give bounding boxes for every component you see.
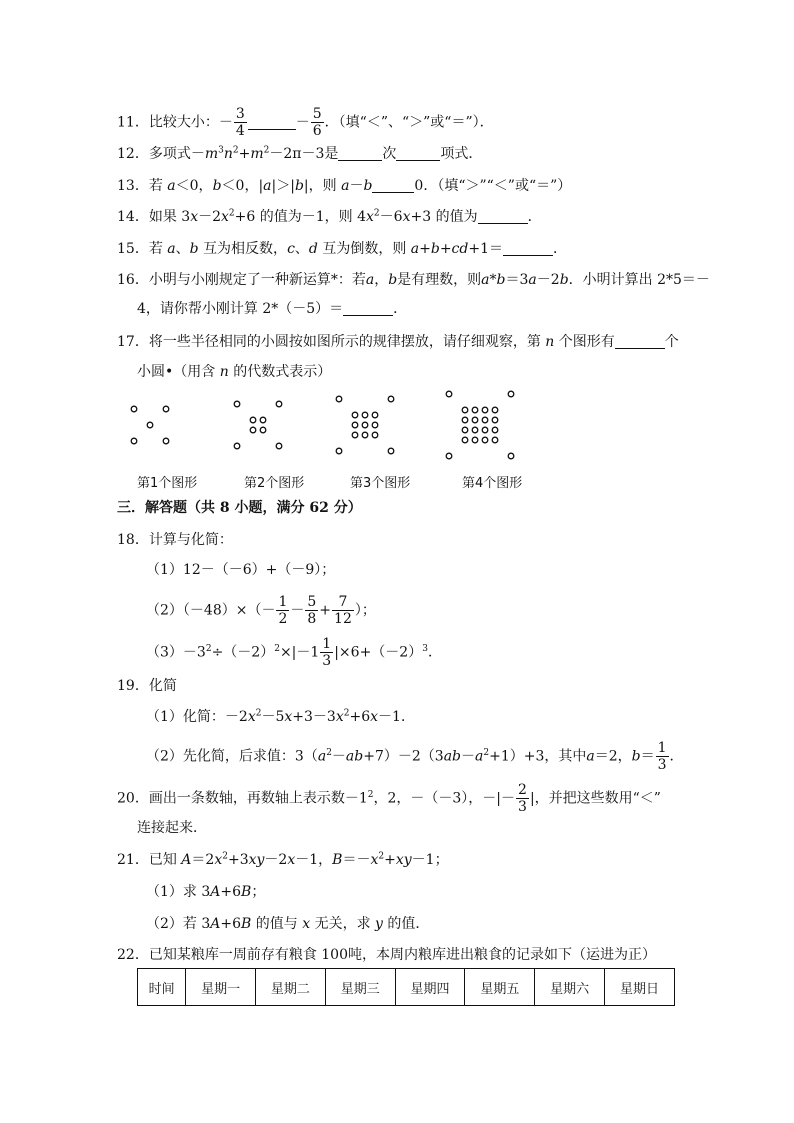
question-20-line2: 连接起来． (137, 820, 207, 836)
pattern-circle (492, 417, 498, 423)
pattern-circle (462, 427, 468, 433)
fraction: $\frac{5}{8}$ (307, 594, 317, 627)
pattern-circle (472, 427, 478, 433)
table-header-cell: 星期三 (325, 969, 395, 1006)
question-12: 12．多项式$-m^3n^2+m^2-2\pi-3$是 次 项式． (117, 145, 483, 162)
pattern-corner-circle (276, 401, 282, 407)
pattern-circle (147, 422, 153, 428)
pattern-corner-circle (446, 391, 452, 397)
pattern-circle (260, 427, 266, 433)
answer-blank[interactable] (396, 146, 440, 161)
question-17: 17．将一些半径相同的小圆按如图所示的规律摆放，请仔细观察，第 n 个图形有 个 (117, 334, 679, 350)
pattern-corner-circle (508, 391, 514, 397)
question-16-line2: 4，请你帮小刚计算 2*（－5）＝ ． (137, 301, 408, 317)
section-3-heading: 三．解答题（共 8 小题，满分 62 分） (117, 500, 362, 516)
question-16: 16．小明与小刚规定了一种新运算*：若a，b是有理数，则a*b＝3a－2b．小明计算出 2*5＝－ (117, 272, 710, 288)
question-17-line2: 小圆•（用含 n 的代数式表示） (137, 364, 332, 380)
pattern-circle (462, 407, 468, 413)
question-13: 13．若 a＜0，b＜0，|a|＞|b|，则 a－b 0．（填“＞”“＜”或“＝”） (117, 178, 572, 194)
pattern-circle (372, 432, 378, 438)
pattern-circle (362, 432, 368, 438)
table-header-cell: 星期日 (605, 969, 675, 1006)
pattern-corner-circle (234, 443, 240, 449)
pattern-corner-circle (336, 396, 342, 402)
fraction: $\frac{1}{2}$ (278, 594, 288, 627)
question-20: 20．画出一条数轴，再数轴上表示数$-1^2$，2，－（－3），－|－ $\frac{2}{3}$ |，并把这些数用“＜” (117, 782, 661, 815)
pattern-corner-circle (131, 438, 137, 444)
table-header-row (138, 969, 675, 1006)
answer-blank[interactable] (343, 301, 393, 316)
pattern-corner-circle (234, 401, 240, 407)
pattern-corner-circle (388, 396, 394, 402)
pattern-corner-circle (276, 443, 282, 449)
pattern-corner-circle (131, 406, 137, 412)
pattern-circle (352, 412, 358, 418)
pattern-circle (492, 437, 498, 443)
question-18-part1: （1）12－（－6）+（－9）； (146, 562, 336, 578)
question-18-part3: $(3)-3^2\div(-2)^2\times|-1$ $\frac{1}{3}$ $|\times 6+(-2)^3$． (146, 636, 442, 669)
answer-blank[interactable] (503, 241, 553, 256)
pattern-circle (352, 432, 358, 438)
pattern-circle (472, 407, 478, 413)
pattern-circle (352, 422, 358, 428)
figure-label-3: 第3个图形 (350, 476, 411, 491)
question-19-part1: （1）化简：$-2x^2-5x+3-3x^2+6x-1$． (146, 708, 415, 725)
pattern-circle (472, 417, 478, 423)
pattern-circle (362, 412, 368, 418)
pattern-circle (250, 427, 256, 433)
figure-label-2: 第2个图形 (244, 476, 305, 491)
pattern-corner-circle (163, 438, 169, 444)
pattern-circle (462, 437, 468, 443)
question-15: 15．若 a、b 互为相反数，c、d 互为倒数，则 a+b+cd+1＝ ． (117, 241, 567, 257)
pattern-circle (472, 437, 478, 443)
question-11: 11．比较大小：－ $\frac{3}{4}$ － $\frac{5}{6}$ ．（填“＜”、“＞”或“＝”）． (117, 106, 494, 139)
figure-label-4: 第4个图形 (462, 476, 523, 491)
fraction: $\frac{5}{6}$ (312, 106, 322, 139)
pattern-corner-circle (446, 453, 452, 459)
question-14: 14．如果 $3x-2x^2+6$ 的值为－1，则 $4x^2-6x+3$ 的值为 ． (117, 208, 542, 225)
table-header-cell: 星期二 (256, 969, 326, 1006)
question-21: 21．已知 $A=2x^2+3xy-2x-1$，$B=-x^2+xy-1$； (117, 851, 449, 868)
question-18-part2: （2）（－48）×（－ $\frac{1}{2}$ － $\frac{5}{8}$ + $\frac{7}{12}$ ）； (146, 594, 376, 627)
table-header-cell: 星期四 (395, 969, 465, 1006)
pattern-circle (482, 407, 488, 413)
pattern-circle (482, 417, 488, 423)
pattern-circle (482, 427, 488, 433)
fraction: $\frac{1}{3}$ (322, 636, 332, 669)
pattern-circle (372, 412, 378, 418)
pattern-circle (482, 437, 488, 443)
question-22: 22．已知某粮库一周前存有粮食 100吨，本周内粮库进出粮食的记录如下（运进为正） (117, 947, 656, 963)
pattern-corner-circle (163, 406, 169, 412)
fraction: $\frac{1}{3}$ (657, 740, 667, 773)
pattern-circle (492, 407, 498, 413)
grain-record-table (137, 968, 675, 1006)
fraction: $\frac{3}{4}$ (235, 106, 245, 139)
question-19-part2: （2）先化简，后求值：$3(a^2-ab+7)-2(3ab-a^2+1)+3$，其中a＝2，b＝ $\frac{1}{3}$ ． (146, 740, 684, 773)
question-21-part1: （1）求 3A+6B； (146, 884, 266, 900)
answer-blank[interactable] (615, 334, 665, 349)
circle-pattern-figure (130, 382, 550, 468)
pattern-circle (260, 417, 266, 423)
answer-blank[interactable] (478, 209, 528, 224)
table-header-cell: 星期一 (186, 969, 256, 1006)
pattern-corner-circle (508, 453, 514, 459)
pattern-circle (250, 417, 256, 423)
pattern-circle (462, 417, 468, 423)
table-header-cell: 星期五 (465, 969, 535, 1006)
answer-blank[interactable] (338, 146, 382, 161)
figure-label-1: 第1个图形 (137, 476, 198, 491)
question-19: 19．化简 (117, 678, 177, 694)
answer-blank[interactable] (248, 115, 296, 130)
pattern-corner-circle (388, 448, 394, 454)
table-header-cell: 星期六 (535, 969, 605, 1006)
pattern-circle (372, 422, 378, 428)
fraction: $\frac{7}{12}$ (334, 594, 352, 627)
pattern-circle (492, 427, 498, 433)
question-21-part2: （2）若 3A+6B 的值与 x 无关，求 y 的值． (146, 916, 430, 932)
question-18: 18．计算与化简： (117, 532, 233, 548)
pattern-circle (362, 422, 368, 428)
pattern-corner-circle (336, 448, 342, 454)
table-header-cell: 时间 (138, 969, 186, 1006)
fraction: $\frac{2}{3}$ (518, 782, 527, 815)
answer-blank[interactable] (372, 178, 414, 193)
